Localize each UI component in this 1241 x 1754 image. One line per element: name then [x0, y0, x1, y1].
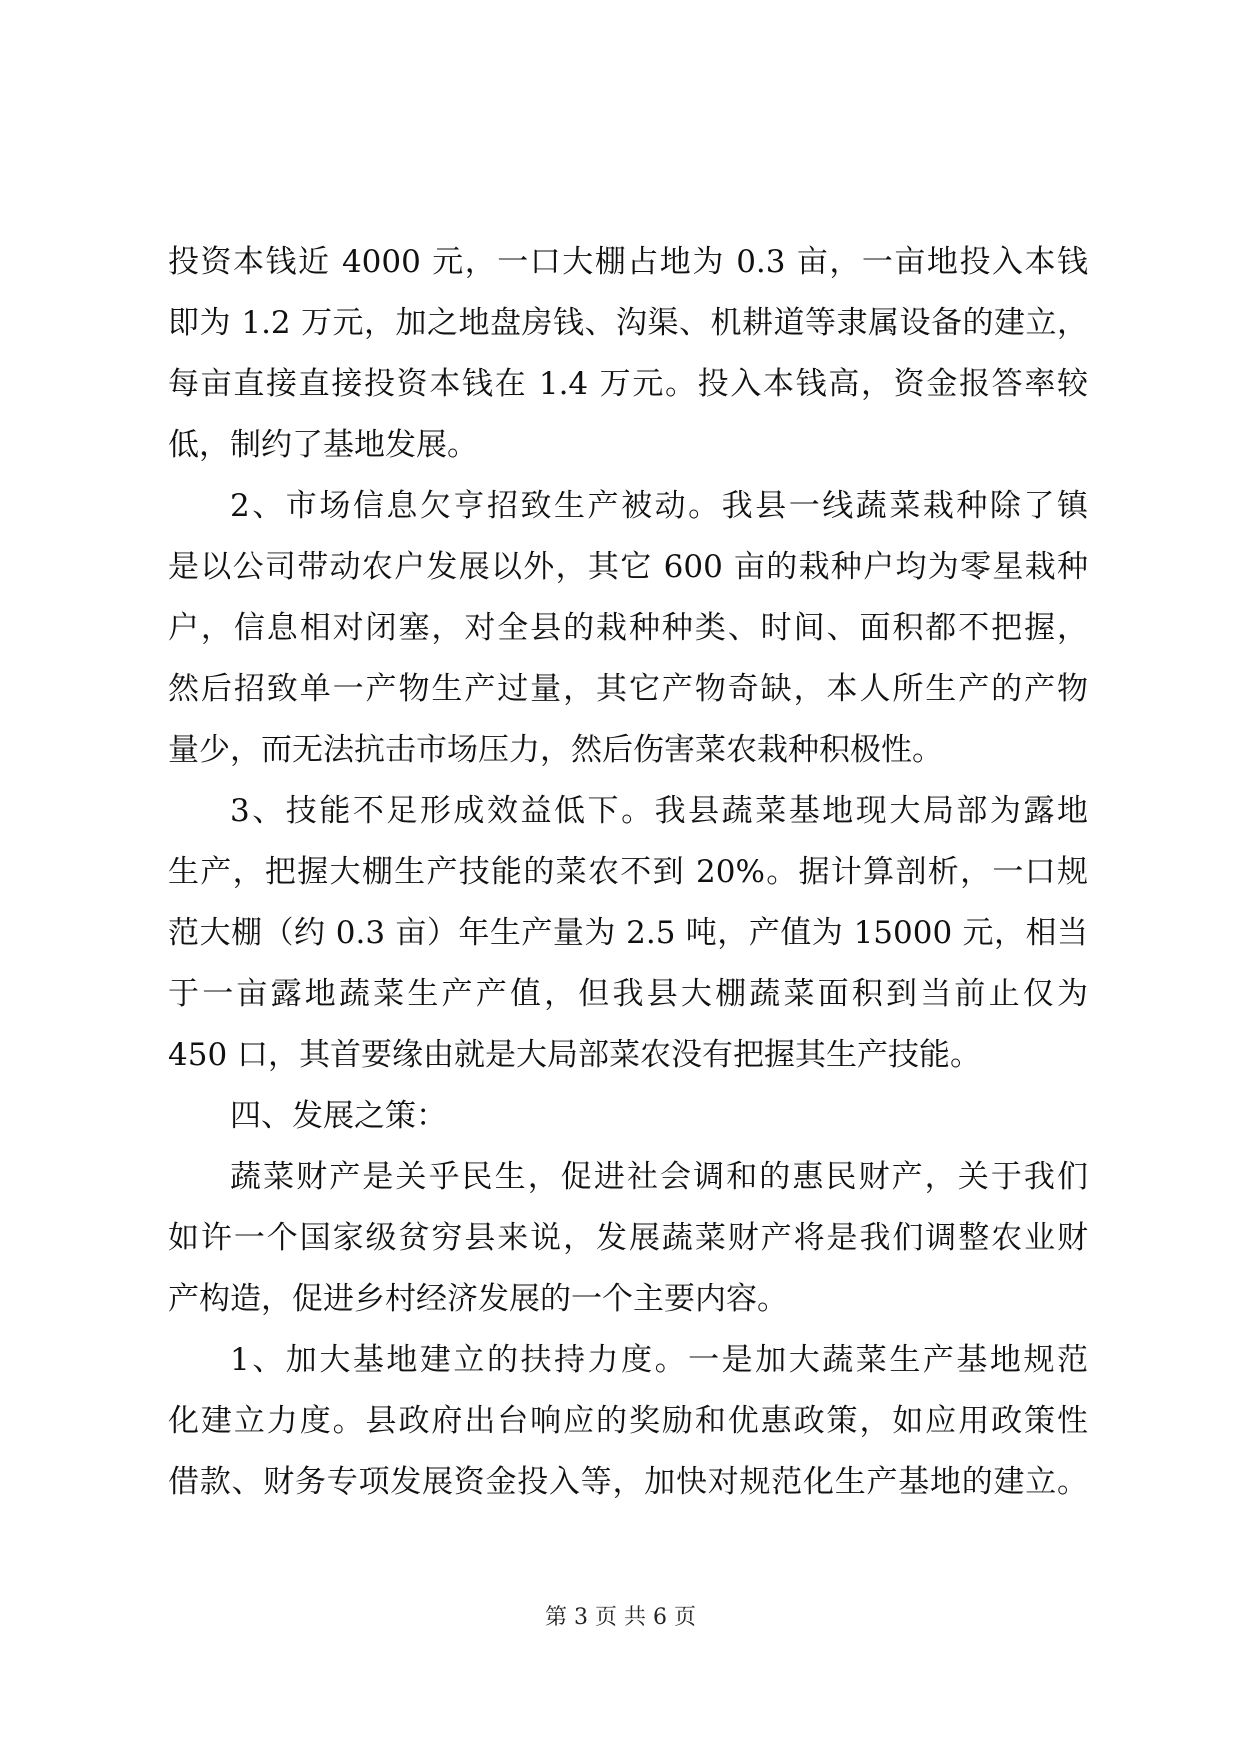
text-line: 即为 1.2 万元，加之地盘房钱、沟渠、机耕道等隶属设备的建立，: [168, 305, 1088, 341]
text-line: 产构造，促进乡村经济发展的一个主要内容。: [168, 1281, 788, 1317]
text-line: 每亩直接直接投资本钱在 1.4 万元。投入本钱高，资金报答率较: [168, 366, 1088, 402]
text-line: 范大棚（约 0.3 亩）年生产量为 2.5 吨，产值为 15000 元，相当: [168, 915, 1088, 951]
text-line: 化建立力度。县政府出台响应的奖励和优惠政策，如应用政策性: [168, 1403, 1088, 1439]
page-footer: 第 3 页 共 6 页: [545, 1605, 696, 1630]
text-line: 如许一个国家级贫穷县来说，发展蔬菜财产将是我们调整农业财: [168, 1220, 1088, 1256]
text-line: 户，信息相对闭塞，对全县的栽种种类、时间、面积都不把握，: [168, 610, 1088, 646]
text-line: 量少，而无法抗击市场压力，然后伤害菜农栽种积极性。: [168, 732, 943, 768]
text-line: 投资本钱近 4000 元，一口大棚占地为 0.3 亩，一亩地投入本钱: [168, 244, 1088, 280]
text-line: 四、发展之策：: [230, 1098, 447, 1134]
text-line: 蔬菜财产是关乎民生，促进社会调和的惠民财产，关于我们: [230, 1159, 1088, 1195]
document-body: [168, 232, 1088, 1513]
text-line: 借款、财务专项发展资金投入等，加快对规范化生产基地的建立。: [168, 1464, 1088, 1500]
text-line: 是以公司带动农户发展以外，其它 600 亩的栽种户均为零星栽种: [168, 549, 1088, 585]
text-line: 3、技能不足形成效益低下。我县蔬菜基地现大局部为露地: [230, 793, 1088, 829]
text-line: 低，制约了基地发展。: [168, 427, 478, 463]
text-line: 生产，把握大棚生产技能的菜农不到 20%。据计算剖析，一口规: [168, 854, 1088, 890]
text-line: 然后招致单一产物生产过量，其它产物奇缺，本人所生产的产物: [168, 671, 1088, 707]
text-line: 450 口，其首要缘由就是大局部菜农没有把握其生产技能。: [168, 1037, 982, 1073]
text-line: 2、市场信息欠亨招致生产被动。我县一线蔬菜栽种除了镇: [230, 488, 1088, 524]
text-line: 1、加大基地建立的扶持力度。一是加大蔬菜生产基地规范: [230, 1342, 1088, 1378]
text-line: 于一亩露地蔬菜生产产值，但我县大棚蔬菜面积到当前止仅为: [168, 976, 1088, 1012]
